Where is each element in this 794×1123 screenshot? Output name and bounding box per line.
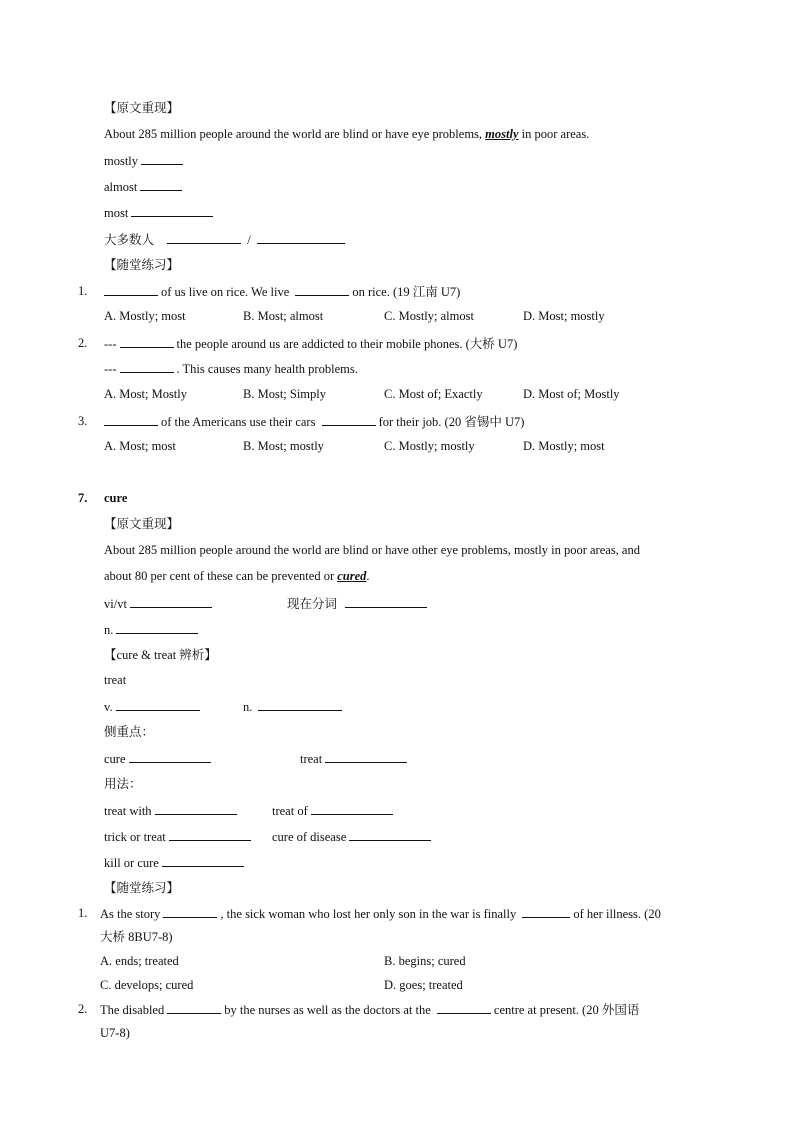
- word-label: cure: [104, 752, 126, 766]
- word-line-trick-or-treat: [104, 828, 254, 845]
- word-line-noun: [243, 698, 345, 715]
- answer-blank: [167, 231, 241, 244]
- option-b: B. begins; cured: [384, 954, 466, 968]
- question-number: 1.: [78, 906, 88, 920]
- section-number: 7.: [78, 491, 88, 505]
- word-label: mostly: [104, 154, 139, 168]
- word-line-mostly: [104, 152, 186, 169]
- word-label: v.: [104, 700, 113, 714]
- word-line-cure-of-disease: [272, 828, 434, 845]
- word-line-treat-of: [272, 802, 396, 819]
- answer-blank: [522, 905, 570, 918]
- question-part: of her illness. (20: [573, 907, 661, 921]
- word-label: treat of: [272, 804, 308, 818]
- slash: /: [247, 233, 251, 247]
- word-label: most: [104, 206, 129, 220]
- section-title: cure: [104, 491, 128, 505]
- section-heading-practice: 【随堂练习】: [104, 881, 180, 895]
- question-part: by the nurses as well as the doctors at the: [224, 1003, 431, 1017]
- option-b: B. Most; Simply: [243, 387, 327, 401]
- answer-blank: [349, 828, 431, 841]
- question-text-cont: U7-8): [100, 1026, 130, 1040]
- option-c: C. develops; cured: [100, 978, 194, 992]
- word-label: almost: [104, 180, 138, 194]
- answer-blank: [141, 152, 183, 165]
- word-line-kill-or-cure: [104, 854, 247, 871]
- section-heading-original: 【原文重现】: [104, 517, 180, 531]
- sentence-text: in poor areas.: [521, 127, 590, 141]
- option-b: B. Most; almost: [243, 309, 324, 323]
- question-number: 2.: [78, 336, 88, 350]
- word-label: n.: [243, 700, 253, 714]
- question-number: 2.: [78, 1002, 88, 1016]
- answer-blank: [167, 1001, 221, 1014]
- word-line-majority: [104, 231, 348, 248]
- answer-blank: [130, 595, 212, 608]
- sentence-text: about 80 per cent of these can be prevented or: [104, 569, 335, 583]
- word-treat: treat: [104, 673, 127, 687]
- question-part: of the Americans use their cars: [161, 415, 316, 429]
- sentence-text: About 285 million people around the world are blind or have eye problems,: [104, 127, 483, 141]
- question-part: for their job. (20 省锡中 U7): [378, 415, 525, 429]
- option-d: D. Mostly; most: [523, 439, 605, 453]
- question-number: 1.: [78, 284, 88, 298]
- original-sentence: About 285 million people around the world are blind or have other eye problems, mostly in poor areas, and: [104, 543, 640, 557]
- answer-blank: [295, 283, 349, 296]
- word-line-verb: [104, 698, 203, 715]
- word-line-vivt: [104, 595, 215, 612]
- question-part: As the story: [100, 907, 161, 921]
- sentence-text: .: [366, 569, 370, 583]
- answer-blank: [131, 204, 213, 217]
- answer-blank: [155, 802, 237, 815]
- question-part: centre at present. (20 外国语: [493, 1003, 640, 1017]
- option-d: D. Most of; Mostly: [523, 387, 620, 401]
- answer-blank: [325, 750, 407, 763]
- answer-blank: [104, 413, 158, 426]
- word-line-most: [104, 204, 216, 221]
- option-c: C. Most of; Exactly: [384, 387, 483, 401]
- keyword-mostly: mostly: [485, 127, 519, 141]
- question-part: The disabled: [100, 1003, 165, 1017]
- original-sentence: [104, 568, 370, 584]
- word-label: kill or cure: [104, 856, 159, 870]
- option-b: B. Most; mostly: [243, 439, 324, 453]
- answer-blank: [169, 828, 251, 841]
- answer-blank: [311, 802, 393, 815]
- word-line-present-participle: [287, 595, 430, 612]
- question-text: [104, 283, 460, 300]
- option-c: C. Mostly; mostly: [384, 439, 475, 453]
- answer-blank: [345, 595, 427, 608]
- answer-blank: [116, 621, 198, 634]
- question-part: the people around us are addicted to their mobile phones. (大桥 U7): [176, 337, 518, 351]
- option-d: D. goes; treated: [384, 978, 463, 992]
- word-line-noun: [104, 621, 201, 638]
- word-label: 现在分词: [287, 597, 338, 611]
- question-text: [104, 335, 517, 352]
- label-usage: 用法：: [104, 777, 142, 791]
- section-heading-compare: 【cure & treat 辨析】: [104, 648, 217, 662]
- option-a: A. Most; Mostly: [104, 387, 188, 401]
- word-label: vi/vt: [104, 597, 127, 611]
- word-label: n.: [104, 623, 114, 637]
- dialog-dash: ---: [104, 337, 117, 351]
- question-text: [100, 1001, 639, 1018]
- word-label: 大多数人: [104, 233, 155, 247]
- question-part: , the sick woman who lost her only son in the war is finally: [220, 907, 517, 921]
- answer-blank: [120, 335, 174, 348]
- option-d: D. Most; mostly: [523, 309, 605, 323]
- option-a: A. Most; most: [104, 439, 176, 453]
- question-text-cont: 大桥 8BU7-8): [100, 930, 173, 944]
- question-part: on rice. (19 江南 U7): [352, 285, 461, 299]
- answer-blank: [258, 698, 342, 711]
- question-text: [104, 413, 524, 430]
- answer-blank: [129, 750, 211, 763]
- word-line-cure: [104, 750, 214, 767]
- keyword-cured: cured: [337, 569, 367, 583]
- answer-blank: [116, 698, 200, 711]
- answer-blank: [104, 283, 158, 296]
- answer-blank: [120, 360, 174, 373]
- answer-blank: [257, 231, 345, 244]
- option-a: A. Mostly; most: [104, 309, 186, 323]
- word-line-almost: [104, 178, 185, 195]
- section-heading-original: 【原文重现】: [104, 101, 180, 115]
- original-sentence: [104, 126, 589, 142]
- answer-blank: [322, 413, 376, 426]
- answer-blank: [162, 854, 244, 867]
- question-text: [104, 360, 358, 377]
- answer-blank: [140, 178, 182, 191]
- question-part: of us live on rice. We live: [161, 285, 290, 299]
- word-label: treat with: [104, 804, 152, 818]
- label-focus: 侧重点：: [104, 725, 155, 739]
- answer-blank: [437, 1001, 491, 1014]
- word-line-treat: [300, 750, 410, 767]
- word-line-treat-with: [104, 802, 240, 819]
- option-c: C. Mostly; almost: [384, 309, 474, 323]
- option-a: A. ends; treated: [100, 954, 179, 968]
- word-label: treat: [300, 752, 323, 766]
- answer-blank: [163, 905, 217, 918]
- section-heading-practice: 【随堂练习】: [104, 258, 180, 272]
- dialog-dash: ---: [104, 362, 117, 376]
- word-label: cure of disease: [272, 830, 347, 844]
- question-text: [100, 905, 661, 922]
- question-number: 3.: [78, 414, 88, 428]
- word-label: trick or treat: [104, 830, 166, 844]
- question-part: . This causes many health problems.: [176, 362, 358, 376]
